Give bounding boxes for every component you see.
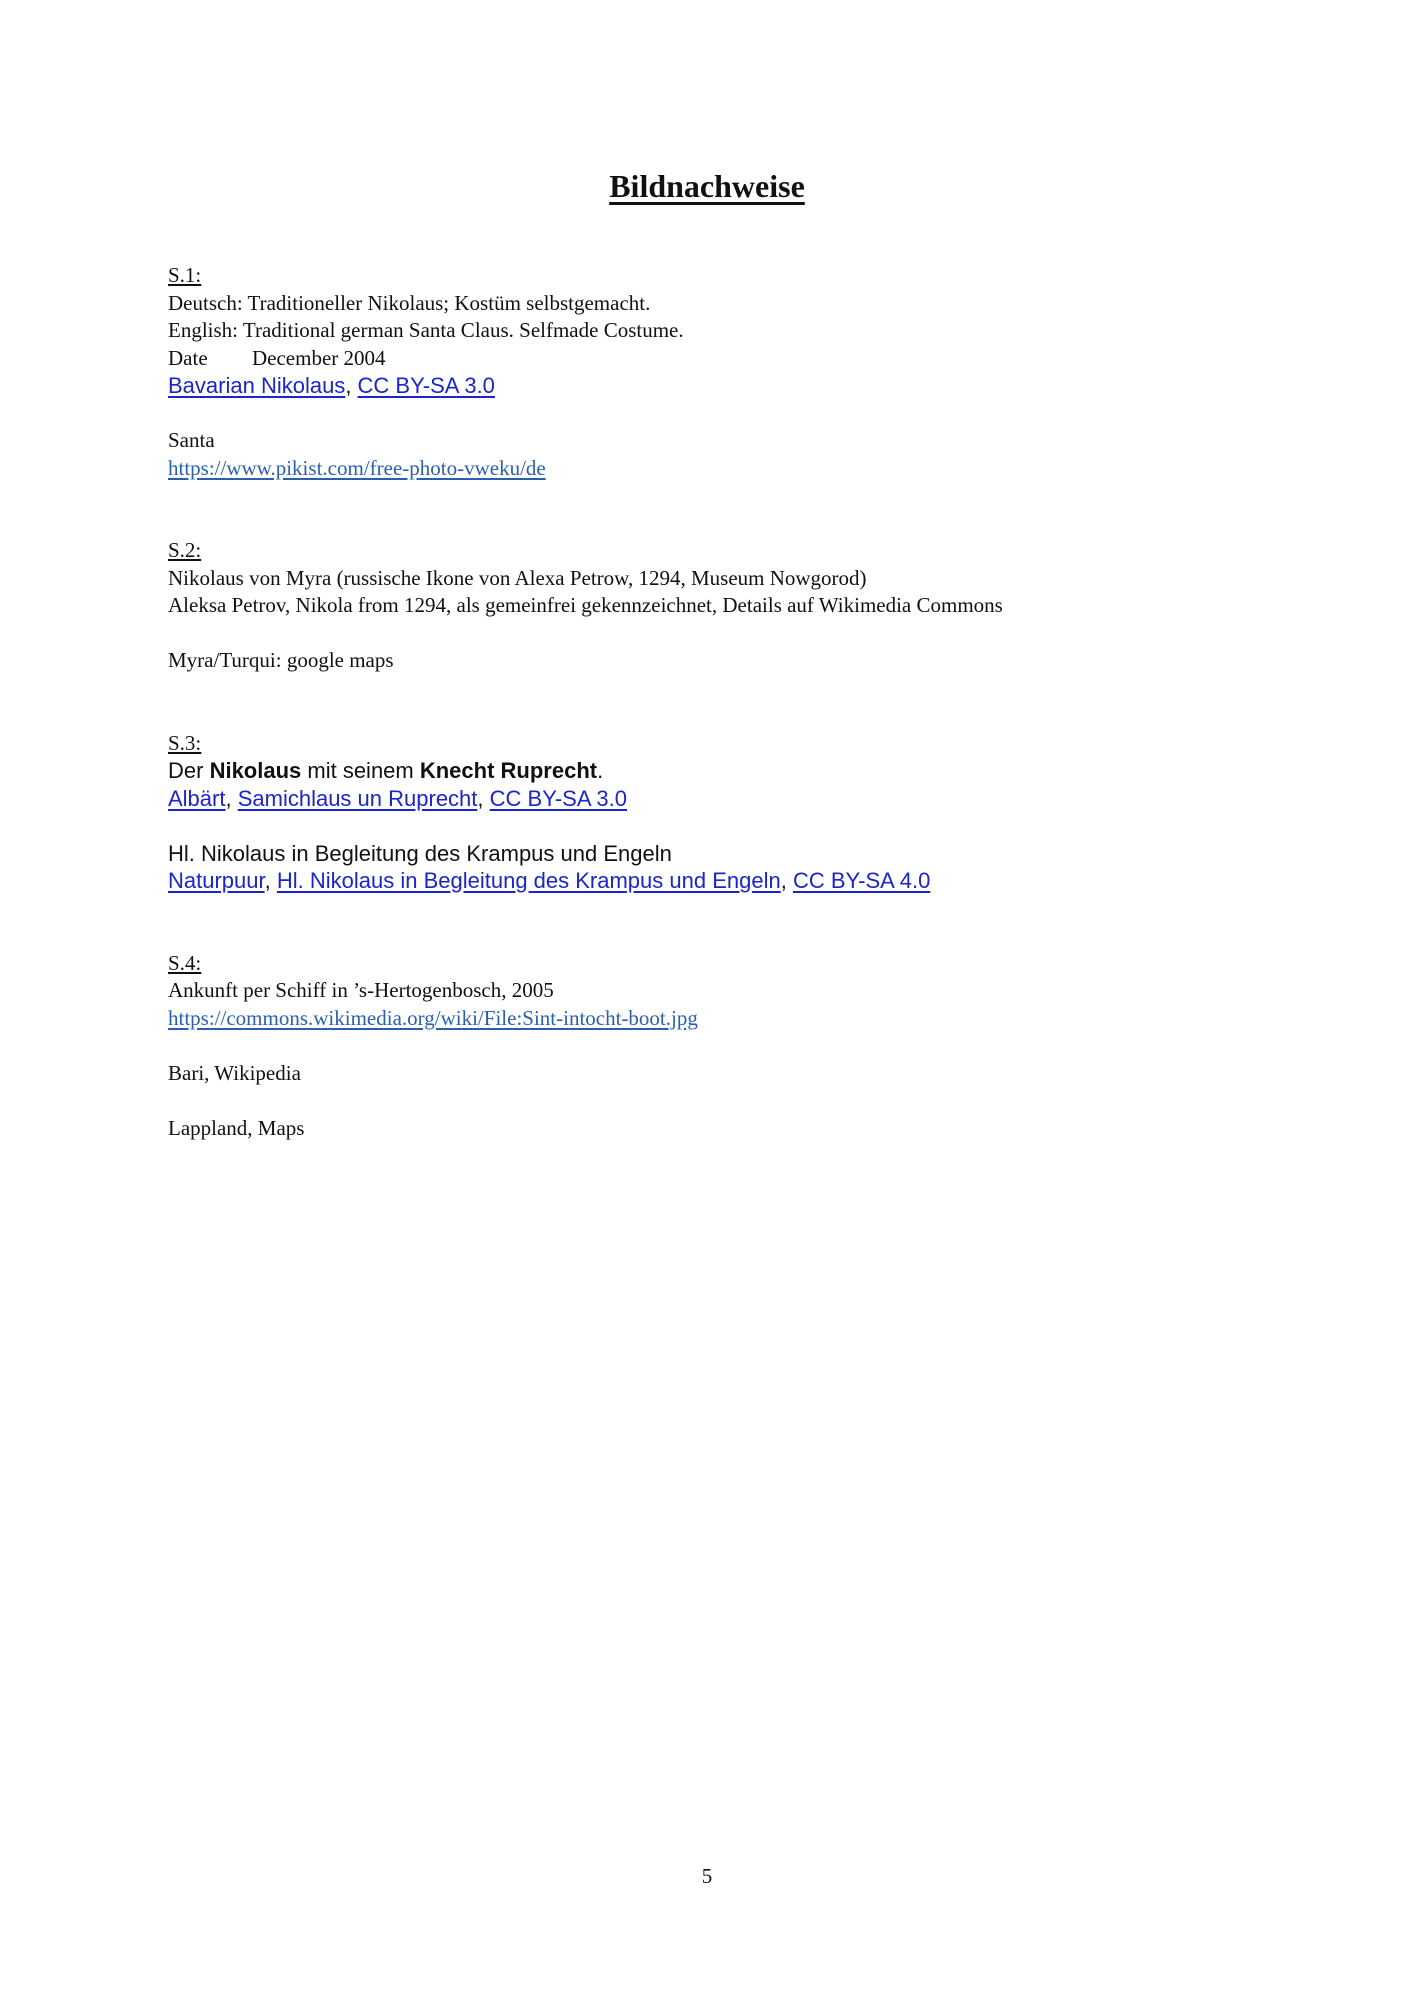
s4-line-2: Bari, Wikipedia: [168, 1060, 301, 1085]
s3-credit-2-author-link[interactable]: Naturpuur: [168, 868, 265, 893]
section-heading-s3: S.3:: [168, 730, 202, 755]
s4-url-link[interactable]: https://commons.wikimedia.org/wiki/File:Sint-intocht-boot.jpg: [168, 1005, 698, 1030]
s2-line-1: Nikolaus von Myra (russische Ikone von Alexa Petrow, 1294, Museum Nowgorod): [168, 565, 867, 590]
s3-credit-1-separator-1: ,: [225, 785, 238, 811]
s4-line-3: Lappland, Maps: [168, 1115, 305, 1140]
page-number: 5: [701, 1864, 713, 1888]
s3-credit-2-separator-2: ,: [780, 868, 793, 893]
section-heading-s2: S.2:: [168, 538, 202, 562]
page-title: Bildnachweise: [609, 168, 805, 204]
s3-caption-2: Hl. Nikolaus in Begleitung des Krampus und Engeln: [168, 840, 672, 866]
s1-date-value: December 2004: [252, 345, 386, 370]
s3-credit-1-author-link[interactable]: Albärt: [168, 785, 226, 811]
s3-credit-1: [168, 785, 1268, 813]
s2-line-2: Aleksa Petrov, Nikola from 1294, als gemeinfrei gekennzeichnet, Details auf Wikimedia Commons: [168, 593, 1003, 617]
s1-license-link[interactable]: CC BY-SA 3.0: [357, 373, 495, 398]
s1-date-line: [168, 345, 1268, 373]
s1-date-label: Date: [168, 345, 208, 370]
s4-line-1: Ankunft per Schiff in ’s-Hertogenbosch, 2005: [168, 978, 554, 1002]
s3-credit-2-separator-1: ,: [264, 868, 277, 893]
s1-author-link[interactable]: Bavarian Nikolaus: [168, 373, 346, 398]
s3-credit-1-separator-2: ,: [477, 785, 490, 811]
s3-caption-mid: mit seinem: [301, 758, 420, 783]
s3-caption-bold-ruprecht: Knecht Ruprecht: [419, 758, 598, 783]
s3-caption-1: [168, 757, 1268, 785]
s1-credit-line: [168, 372, 1268, 400]
s1-german-line: Deutsch: Traditioneller Nikolaus; Kostüm selbstgemacht.: [168, 290, 651, 315]
section-heading-s1: S.1:: [168, 263, 202, 287]
s1-santa-line: Santa: [168, 428, 215, 452]
s1-santa-url-line: [168, 455, 1268, 483]
content-body: [168, 262, 1268, 1142]
s1-separator: ,: [345, 373, 358, 398]
s3-caption-bold-nikolaus: Nikolaus: [209, 758, 302, 783]
s1-english-line: English: Traditional german Santa Claus. Selfmade Costume.: [168, 318, 684, 342]
s4-url-line: [168, 1005, 1268, 1033]
s3-caption-pre: Der: [168, 758, 210, 783]
s3-credit-2-license-link[interactable]: CC BY-SA 4.0: [792, 868, 931, 893]
s1-santa-url-link[interactable]: https://www.pikist.com/free-photo-vweku/de: [168, 455, 546, 480]
s3-credit-1-license-link[interactable]: CC BY-SA 3.0: [489, 785, 628, 811]
s3-caption-post: .: [597, 758, 604, 783]
s2-line-3: Myra/Turqui: google maps: [168, 648, 394, 672]
s3-credit-2-title-link[interactable]: Hl. Nikolaus in Begleitung des Krampus und Engeln: [276, 868, 781, 893]
s3-credit-2: [168, 867, 1268, 895]
section-heading-s4: S.4:: [168, 950, 202, 975]
s3-credit-1-title-link[interactable]: Samichlaus un Ruprecht: [237, 785, 478, 811]
